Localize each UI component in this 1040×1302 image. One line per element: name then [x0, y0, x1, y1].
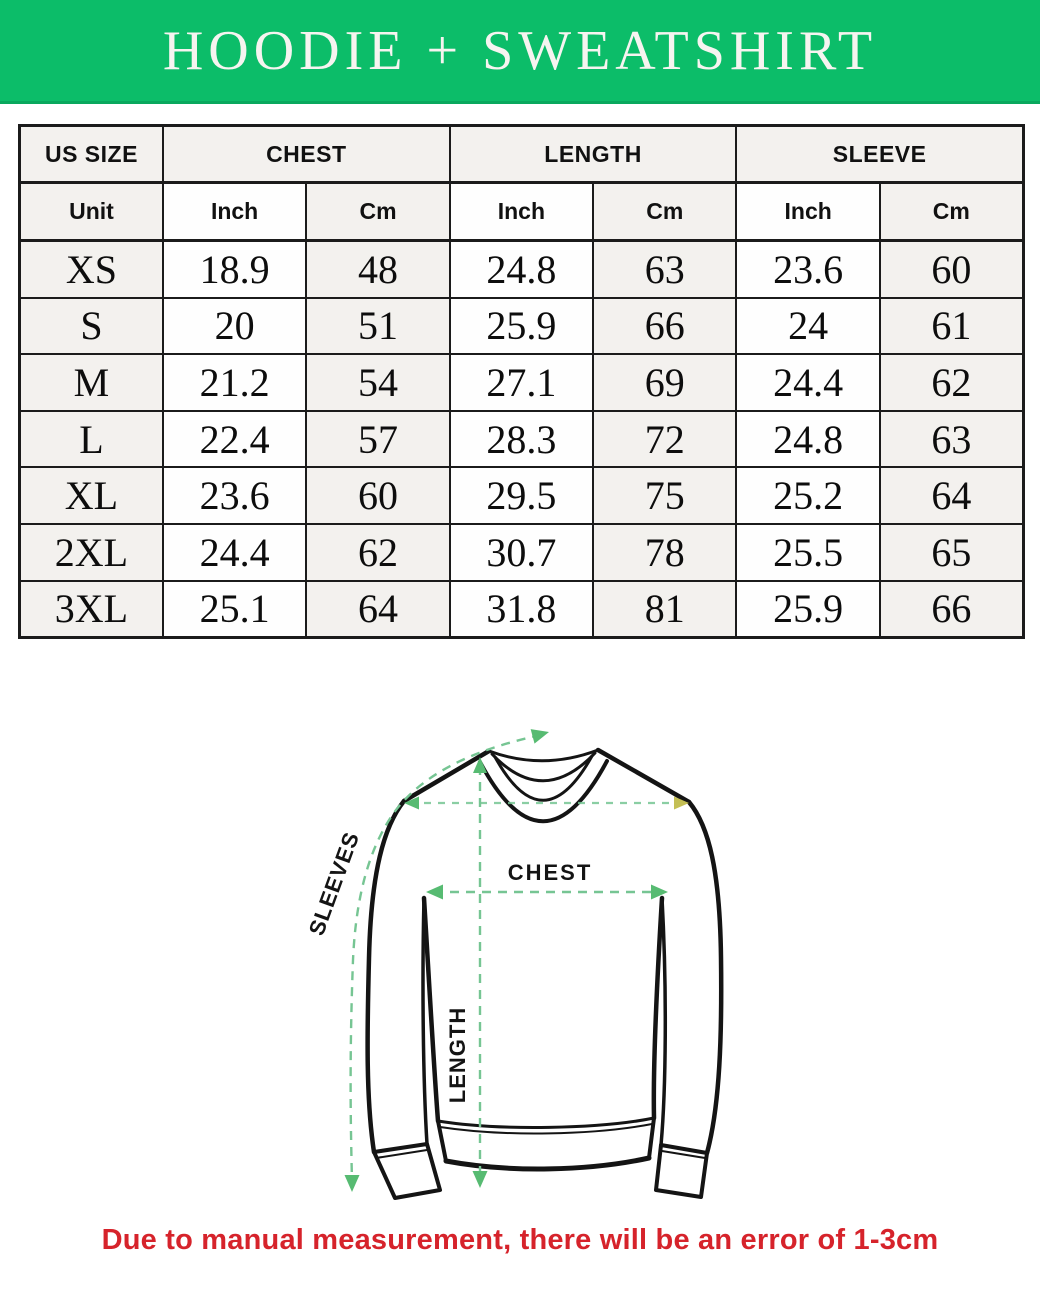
chest-cm-value: 54	[306, 354, 449, 411]
unit-sleeve-inch: Inch	[736, 183, 879, 241]
unit-length-cm: Cm	[593, 183, 736, 241]
size-label: M	[20, 354, 163, 411]
unit-chest-inch: Inch	[163, 183, 306, 241]
sleeve-inch-value: 25.9	[736, 581, 879, 638]
sleeve-cm-value: 66	[880, 581, 1023, 638]
column-header-chest: CHEST	[163, 126, 450, 183]
sleeve-inch-value: 24.4	[736, 354, 879, 411]
sleeve-cm-value: 64	[880, 467, 1023, 524]
size-chart-table	[18, 124, 1025, 639]
chest-cm-value: 64	[306, 581, 449, 638]
table-row	[20, 354, 1024, 411]
size-label: 2XL	[20, 524, 163, 581]
column-header-sleeve: SLEEVE	[736, 126, 1023, 183]
length-cm-value: 72	[593, 411, 736, 468]
sleeve-arrow-bottom-icon	[345, 1175, 360, 1192]
measurement-lines	[351, 735, 683, 1180]
length-inch-value: 24.8	[450, 241, 593, 298]
chest-inch-value: 23.6	[163, 467, 306, 524]
sleeves-label: SLEEVES	[303, 828, 365, 939]
sleeve-inch-value: 25.5	[736, 524, 879, 581]
chest-cm-value: 60	[306, 467, 449, 524]
length-cm-value: 63	[593, 241, 736, 298]
unit-chest-cm: Cm	[306, 183, 449, 241]
chest-cm-value: 51	[306, 298, 449, 355]
table-row	[20, 524, 1024, 581]
length-inch-value: 30.7	[450, 524, 593, 581]
length-inch-value: 27.1	[450, 354, 593, 411]
sleeve-measure-line	[351, 735, 541, 1180]
measurement-error-note: Due to manual measurement, there will be an error of 1-3cm	[101, 1224, 939, 1256]
header-banner	[0, 0, 1040, 104]
length-inch-value: 25.9	[450, 298, 593, 355]
unit-label: Unit	[20, 183, 163, 241]
sleeve-cm-value: 62	[880, 354, 1023, 411]
length-arrow-bottom-icon	[473, 1171, 488, 1188]
table-row	[20, 467, 1024, 524]
size-label: L	[20, 411, 163, 468]
length-inch-value: 31.8	[450, 581, 593, 638]
chest-inch-value: 18.9	[163, 241, 306, 298]
sleeve-cm-value: 63	[880, 411, 1023, 468]
size-label: XS	[20, 241, 163, 298]
table-row	[20, 581, 1024, 638]
length-cm-value: 69	[593, 354, 736, 411]
chest-arrow-left-icon	[426, 885, 443, 900]
chest-inch-value: 25.1	[163, 581, 306, 638]
size-label: S	[20, 298, 163, 355]
size-label: 3XL	[20, 581, 163, 638]
length-label: LENGTH	[445, 1006, 470, 1104]
length-cm-value: 78	[593, 524, 736, 581]
chest-inch-value: 21.2	[163, 354, 306, 411]
table-group-header-row	[20, 126, 1024, 183]
length-cm-value: 75	[593, 467, 736, 524]
sleeve-inch-value: 24	[736, 298, 879, 355]
sleeve-inch-value: 24.8	[736, 411, 879, 468]
length-cm-value: 81	[593, 581, 736, 638]
sweatshirt-outline	[368, 750, 722, 1198]
unit-length-inch: Inch	[450, 183, 593, 241]
chest-cm-value: 48	[306, 241, 449, 298]
sleeve-arrow-top-icon	[531, 725, 551, 744]
sleeve-cm-value: 60	[880, 241, 1023, 298]
column-header-us-size: US SIZE	[20, 126, 163, 183]
unit-sleeve-cm: Cm	[880, 183, 1023, 241]
table-row	[20, 241, 1024, 298]
sleeve-cm-value: 61	[880, 298, 1023, 355]
page-title: HOODIE + SWEATSHIRT	[162, 19, 878, 82]
sweatshirt-measurement-diagram	[0, 640, 1040, 1220]
sleeve-cm-value: 65	[880, 524, 1023, 581]
chest-inch-value: 20	[163, 298, 306, 355]
sleeve-inch-value: 23.6	[736, 241, 879, 298]
size-label: XL	[20, 467, 163, 524]
table-row	[20, 411, 1024, 468]
chest-arrow-right-icon	[651, 885, 668, 900]
chest-inch-value: 22.4	[163, 411, 306, 468]
sleeve-inch-value: 25.2	[736, 467, 879, 524]
table-unit-row	[20, 183, 1024, 241]
chest-inch-value: 24.4	[163, 524, 306, 581]
length-inch-value: 28.3	[450, 411, 593, 468]
length-inch-value: 29.5	[450, 467, 593, 524]
chest-cm-value: 62	[306, 524, 449, 581]
table-row	[20, 298, 1024, 355]
chest-cm-value: 57	[306, 411, 449, 468]
column-header-length: LENGTH	[450, 126, 737, 183]
chest-label: CHEST	[507, 860, 593, 885]
length-cm-value: 66	[593, 298, 736, 355]
